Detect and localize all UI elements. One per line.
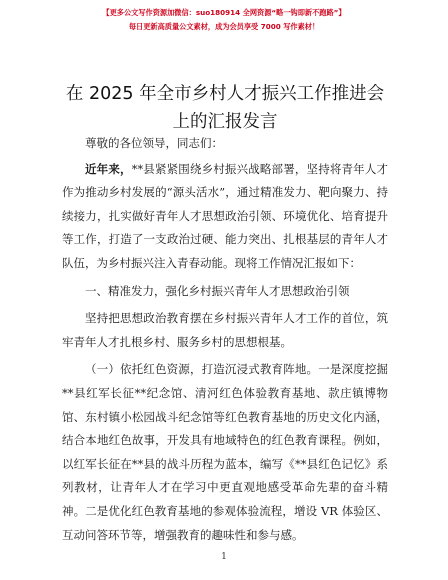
section-1-paragraph: 坚持把思想政治教育摆在乡村振兴青年人才工作的首位，筑牢青年人才扎根乡村、服务乡村的思想根基。 [62,311,388,349]
promo-banner [0,7,448,33]
subsection-1-paragraph [62,358,388,547]
promo-banner-line-2: 每日更新高质量公文素材，成为会员享受 7000 写作素材！ [128,22,320,31]
subsection-1-text: 一是深度挖掘**县红军长征**纪念馆、清河红色体验教育基地、款庄镇博物馆、东村镇小松园战斗纪念馆等红色教育基地的历史文化内涵，结合本地红色故事，开发具有地域特色的红色教育课程。例如，以红军长征在**县的战斗历程为蓝本，编写《**县红色记忆》系列教材，让青年人才在学习中更直观地感受革命先辈的奋斗精神。二是优化红色教育基地的参观体验流程，增设 VR 体验区、互动问答环节等，增强教育的趣味性和参与感。 [62,362,389,542]
subsection-1-heading: （一）依托红色资源，打造沉浸式教育阵地。 [85,362,319,377]
page-number: 1 [221,552,227,562]
document-title: 在 2025 年全市乡村人才振兴工作推进会上的汇报发言 [65,84,385,132]
greeting: 尊敬的各位领导，同志们： [85,136,223,150]
intro-paragraph [62,158,388,276]
intro-text: **县紧紧围绕乡村振兴战略部署，坚持将青年人才作为推动乡村发展的“源头活水”，通过精准发力、靶向聚力、持续接力，扎实做好青年人才思想政治引领、环境优化、培育提升等工作，打造了一支政治过硬、能力突出、扎根基层的青年人才队伍，为乡村振兴注入青春动能。现将工作情况汇报如下： [62,161,388,270]
section-1-heading: 一、精准发力，强化乡村振兴青年人才思想政治引领 [85,283,350,298]
document-body [62,132,388,547]
promo-banner-line-1: 【更多公文写作资源加微信：suo180914 全网资源“略一钩即新不跑路”】 [102,8,346,17]
intro-lead: 近年来， [85,161,132,176]
